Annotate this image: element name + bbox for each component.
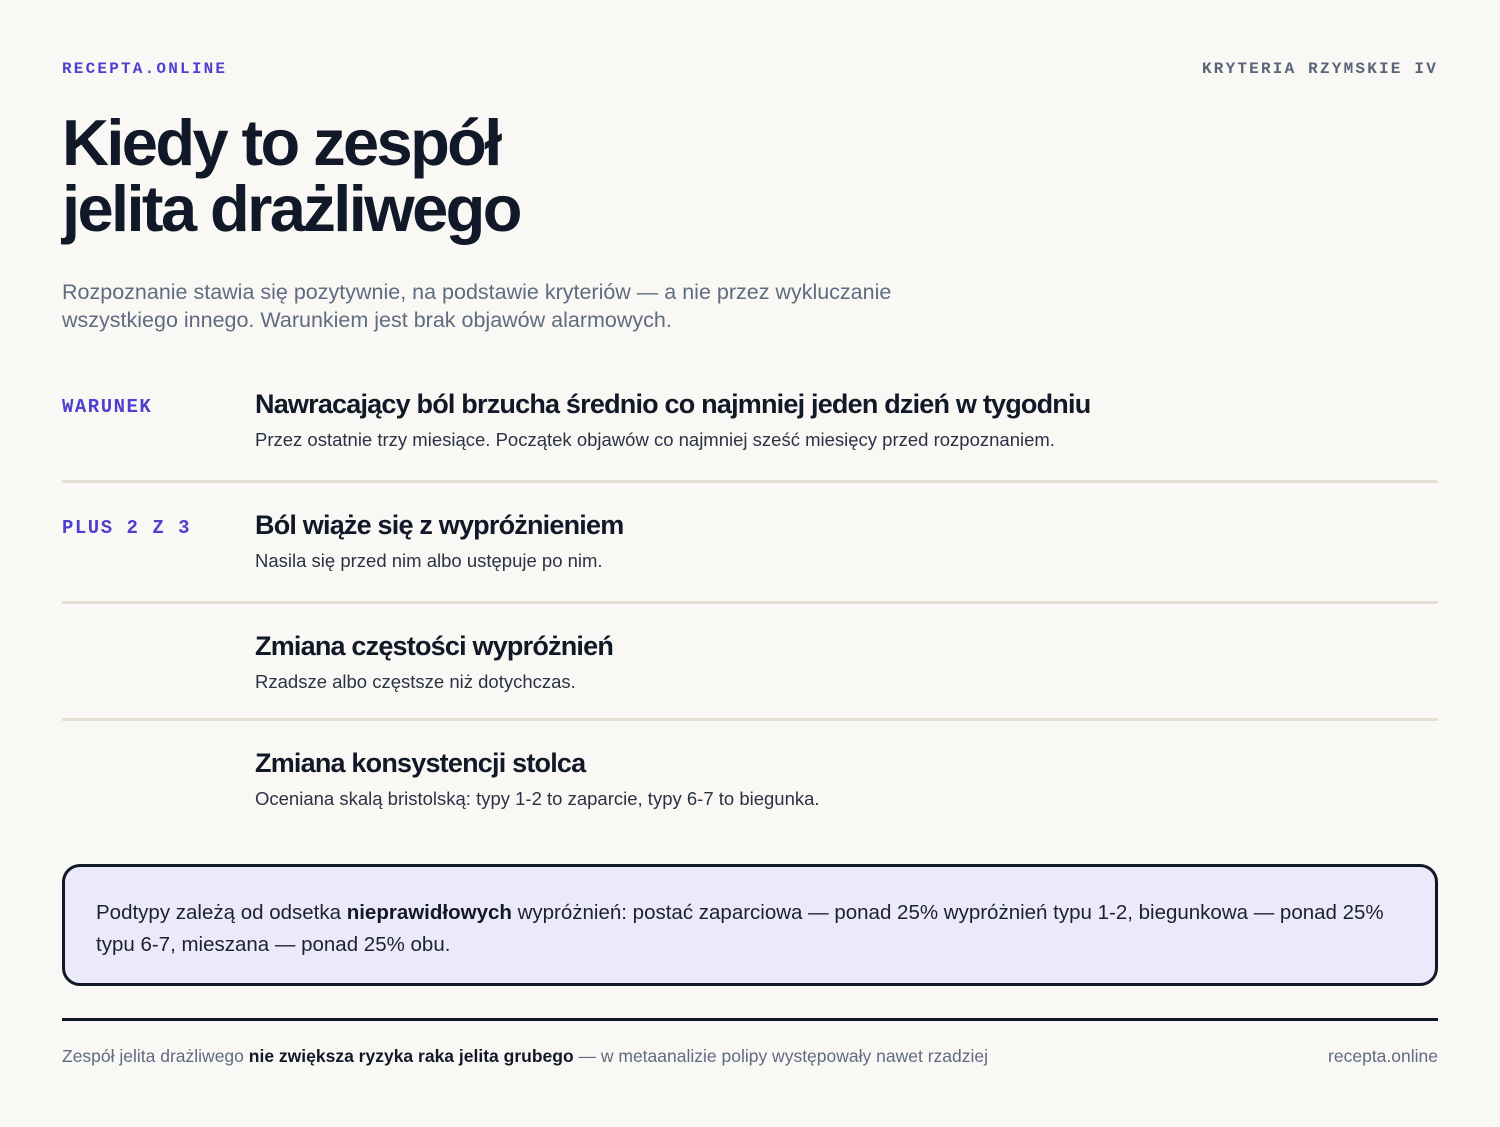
page-title xyxy=(62,106,520,245)
criterion-description: Oceniana skalą bristolską: typy 1-2 to zaparcie, typy 6-7 to biegunka. xyxy=(255,788,820,809)
title-line-2: jelita drażliwego xyxy=(62,172,520,245)
note-text-end: wypróżnień: postać zaparciowa — ponad 25% wypróżnień typu 1-2, biegunkowa — ponad 25% typu 6-7, mieszana — ponad 25% obu. xyxy=(96,901,1384,956)
criterion-description: Rzadsze albo częstsze niż dotychczas. xyxy=(255,671,576,692)
criterion-row xyxy=(62,483,1438,601)
criterion-row xyxy=(62,721,1438,839)
criterion-tag: WARUNEK xyxy=(62,396,153,418)
note-text-bold: nieprawidłowych xyxy=(346,901,512,924)
criterion-row xyxy=(62,362,1438,480)
brand-label: RECEPTA.ONLINE xyxy=(62,60,228,78)
criterion-row xyxy=(62,604,1438,718)
criterion-heading: Nawracający ból brzucha średnio co najmniej jeden dzień w tygodniu xyxy=(255,389,1091,419)
footer xyxy=(62,1046,1438,1067)
criterion-tag: PLUS 2 Z 3 xyxy=(62,517,192,539)
criterion-heading: Ból wiąże się z wypróżnieniem xyxy=(255,510,624,540)
criterion-body xyxy=(255,483,1438,601)
series-label: KRYTERIA RZYMSKIE IV xyxy=(1201,60,1438,78)
footer-rule xyxy=(62,1018,1438,1021)
criterion-tag xyxy=(62,721,255,839)
criterion-tag xyxy=(62,604,255,718)
criterion-body xyxy=(255,362,1438,480)
criteria-list xyxy=(62,362,1438,839)
footer-statement xyxy=(62,1046,988,1067)
footer-text-start: Zespół jelita drażliwego xyxy=(62,1046,249,1066)
slide xyxy=(62,0,1438,1127)
title-line-1: Kiedy to zespół xyxy=(62,106,500,179)
footer-site-link[interactable]: recepta.online xyxy=(1328,1046,1438,1066)
lede-paragraph: Rozpoznanie stawia się pozytywnie, na podstawie kryteriów — a nie przez wykluczanie wszystkiego innego. Warunkiem jest brak objawów alarmowych. xyxy=(62,280,892,332)
criterion-body xyxy=(255,604,1438,718)
top-bar xyxy=(62,60,1438,78)
criterion-description: Przez ostatnie trzy miesiące. Początek objawów co najmniej sześć miesięcy przed rozpoznaniem. xyxy=(255,429,1055,450)
footer-text-bold: nie zwiększa ryzyka raka jelita grubego xyxy=(248,1046,574,1066)
criterion-heading: Zmiana częstości wypróżnień xyxy=(255,631,614,661)
criterion-body xyxy=(255,721,1438,839)
footer-text-end: — w metaanalizie polipy występowały nawet rzadziej xyxy=(573,1046,988,1066)
criterion-description: Nasila się przed nim albo ustępuje po nim. xyxy=(255,550,603,571)
note-text-start: Podtypy zależą od odsetka xyxy=(96,901,347,924)
criterion-heading: Zmiana konsystencji stolca xyxy=(255,748,586,778)
subtypes-note-box xyxy=(62,864,1438,986)
